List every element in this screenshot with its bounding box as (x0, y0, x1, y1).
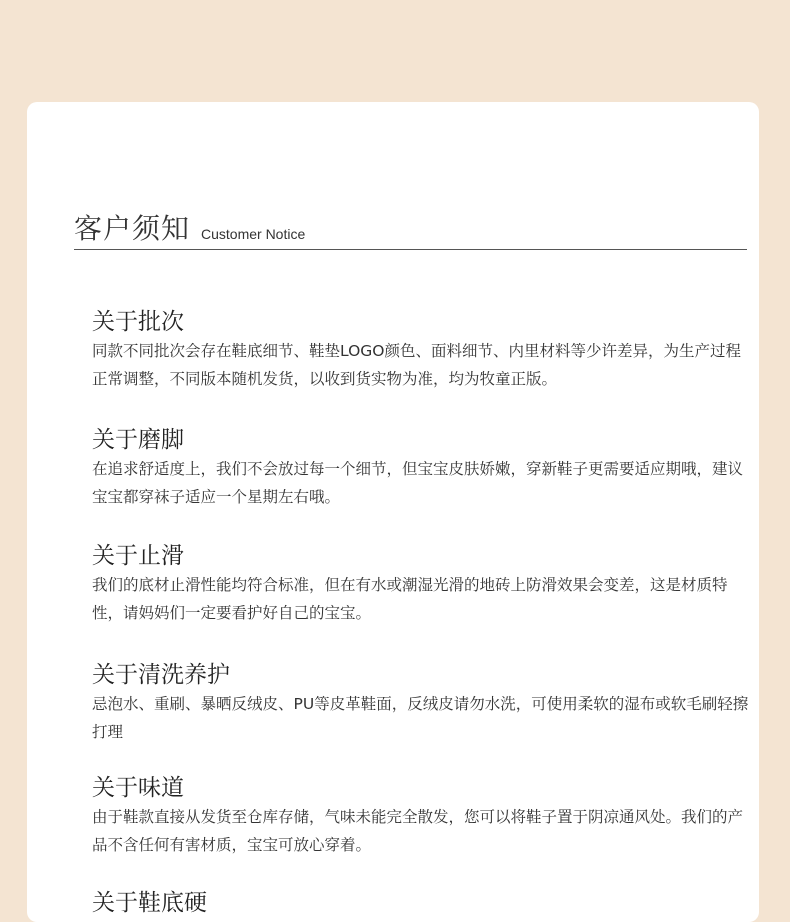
section-body: 同款不同批次会存在鞋底细节、鞋垫LOGO颜色、面料细节、内里材料等少许差异，为生产过程正常调整，不同版本随机发货，以收到货实物为准，均为牧童正版。 (92, 342, 741, 388)
section-heading: 关于味道 (92, 775, 184, 801)
section-body: 由于鞋款直接从发货至仓库存储，气味未能完全散发，您可以将鞋子置于阴凉通风处。我们的产品不含任何有害材质，宝宝可放心穿着。 (92, 808, 744, 854)
section-batch (92, 307, 752, 393)
section-heading: 关于止滑 (92, 543, 184, 569)
section-heading: 关于磨脚 (92, 427, 184, 453)
section-body: 在追求舒适度上，我们不会放过每一个细节，但宝宝皮肤娇嫩，穿新鞋子更需要适应期哦，建议宝宝都穿袜子适应一个星期左右哦。 (92, 460, 744, 506)
section-heading: 关于批次 (92, 309, 184, 335)
section-care (92, 660, 752, 746)
page-title: 客户须知 (74, 212, 191, 245)
section-sole (92, 888, 752, 918)
section-body: 忌泡水、重刷、暴晒反绒皮、PU等皮革鞋面，反绒皮请勿水洗，可使用柔软的湿布或软毛刷轻擦打理 (92, 695, 749, 741)
section-smell (92, 773, 752, 859)
section-antislip (92, 541, 752, 627)
section-chafing (92, 425, 752, 511)
section-body: 我们的底材止滑性能均符合标准，但在有水或潮湿光滑的地砖上防滑效果会变差，这是材质特性，请妈妈们一定要看护好自己的宝宝。 (92, 576, 728, 622)
section-heading: 关于清洗养护 (92, 662, 230, 688)
notice-header (74, 208, 747, 250)
page-subtitle: Customer Notice (201, 226, 306, 242)
section-heading: 关于鞋底硬 (92, 890, 207, 916)
